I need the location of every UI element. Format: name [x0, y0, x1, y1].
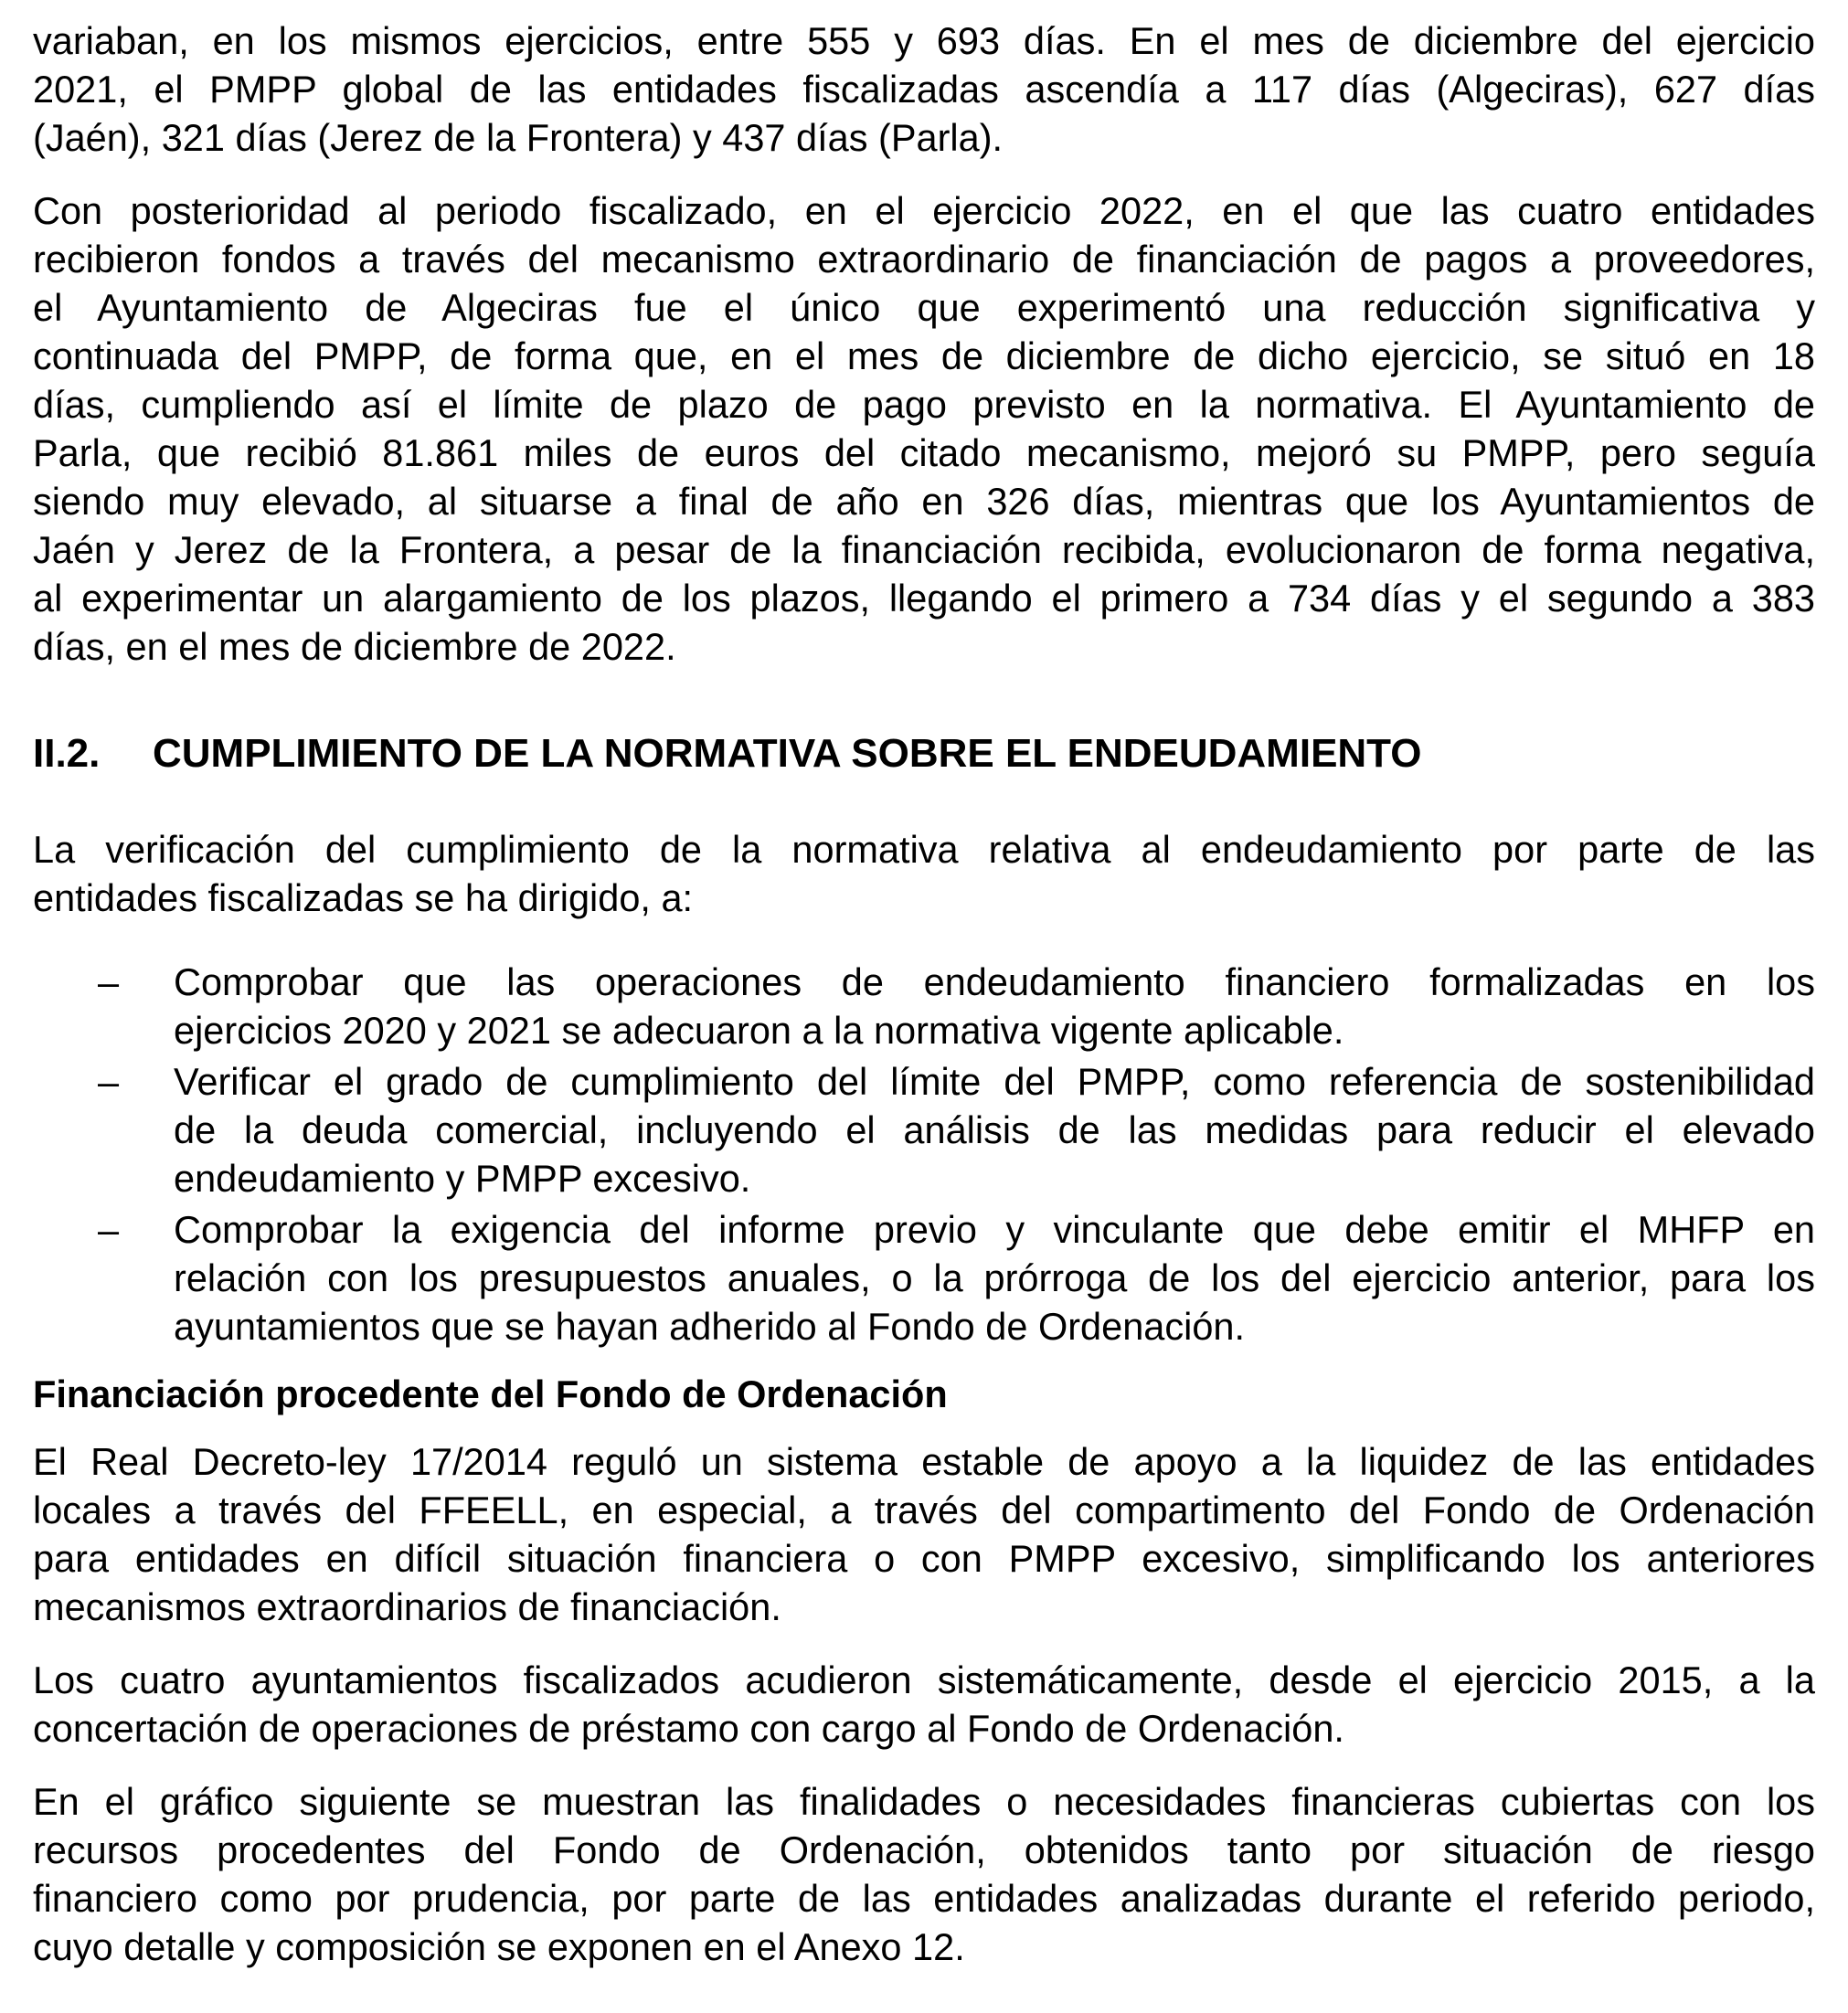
dash-bullet-marker: – [98, 1208, 120, 1251]
text-line: cuyo detalle y composición se exponen en el Anexo 12. [33, 1925, 965, 1968]
bullet-list [33, 958, 1815, 1351]
text-line: entidades fiscalizadas se ha dirigido, a: [33, 876, 694, 919]
text-line: financiero como por prudencia, por parte de las entidades analizadas durante el referido periodo, [33, 1877, 1815, 1920]
text-line: ayuntamientos que se hayan adherido al Fondo de Ordenación. [174, 1305, 1246, 1348]
text-line: (Jaén), 321 días (Jerez de la Frontera) y 437 días (Parla). [33, 116, 1004, 159]
section-heading [33, 729, 1815, 778]
text-line: ejercicios 2020 y 2021 se adecuaron a la normativa vigente aplicable. [174, 1009, 1344, 1052]
text-line: al experimentar un alargamiento de los plazos, llegando el primero a 734 días y el segundo a 383 [33, 577, 1815, 620]
text-line: el Ayuntamiento de Algeciras fue el único que experimentó una reducción significativa y [33, 286, 1815, 329]
bullet-item [33, 958, 1815, 1054]
text-line: Con posterioridad al periodo fiscalizado, en el ejercicio 2022, en el que las cuatro entidades [33, 189, 1815, 232]
text-line: Comprobar que las operaciones de endeudamiento financiero formalizadas en los [174, 960, 1815, 1003]
text-line: Parla, que recibió 81.861 miles de euros del citado mecanismo, mejoró su PMPP, pero seguía [33, 431, 1815, 474]
text-line: La verificación del cumplimiento de la normativa relativa al endeudamiento por parte de las [33, 828, 1815, 871]
section-heading-number: II.2. [33, 731, 101, 776]
text-line: recibieron fondos a través del mecanismo extraordinario de financiación de pagos a proveedores, [33, 238, 1815, 281]
text-line: relación con los presupuestos anuales, o la prórroga de los del ejercicio anterior, para los [174, 1256, 1815, 1299]
paragraph [33, 1656, 1815, 1753]
text-line: En el gráfico siguiente se muestran las finalidades o necesidades financieras cubiertas con los [33, 1780, 1815, 1823]
paragraph [33, 16, 1815, 162]
text-line: Jaén y Jerez de la Frontera, a pesar de la financiación recibida, evolucionaron de forma negativa, [33, 528, 1815, 571]
dash-bullet-marker: – [98, 960, 120, 1003]
text-line: Los cuatro ayuntamientos fiscalizados acudieron sistemáticamente, desde el ejercicio 2015, a la [33, 1658, 1815, 1701]
section-heading-title: CUMPLIMIENTO DE LA NORMATIVA SOBRE EL ENDEUDAMIENTO [153, 731, 1422, 776]
text-line: para entidades en difícil situación financiera o con PMPP excesivo, simplificando los anteriores [33, 1537, 1815, 1580]
text-line: continuada del PMPP, de forma que, en el mes de diciembre de dicho ejercicio, se situó en 18 [33, 334, 1815, 377]
paragraph [33, 1777, 1815, 1971]
text-line: Verificar el grado de cumplimiento del límite del PMPP, como referencia de sostenibilidad [174, 1060, 1815, 1103]
text-line: de la deuda comercial, incluyendo el análisis de las medidas para reducir el elevado [174, 1108, 1815, 1151]
text-line: siendo muy elevado, al situarse a final de año en 326 días, mientras que los Ayuntamientos de [33, 480, 1815, 523]
text-line: concertación de operaciones de préstamo con cargo al Fondo de Ordenación. [33, 1707, 1344, 1750]
text-line: 2021, el PMPP global de las entidades fiscalizadas ascendía a 117 días (Algeciras), 627 días [33, 68, 1815, 111]
text-line: Comprobar la exigencia del informe previo y vinculante que debe emitir el MHFP en [174, 1208, 1815, 1251]
text-line: endeudamiento y PMPP excesivo. [174, 1157, 751, 1200]
bullet-item [33, 1057, 1815, 1203]
text-line: mecanismos extraordinarios de financiación. [33, 1585, 781, 1628]
paragraph [33, 1437, 1815, 1631]
text-line: El Real Decreto-ley 17/2014 reguló un sistema estable de apoyo a la liquidez de las entidades [33, 1440, 1815, 1483]
paragraph [33, 825, 1815, 922]
paragraph [33, 186, 1815, 671]
text-line: días, en el mes de diciembre de 2022. [33, 625, 676, 668]
bullet-item [33, 1205, 1815, 1351]
sub-heading: Financiación procedente del Fondo de Ordenación [33, 1372, 948, 1415]
text-line: variaban, en los mismos ejercicios, entre 555 y 693 días. En el mes de diciembre del ejercicio [33, 19, 1815, 62]
dash-bullet-marker: – [98, 1060, 120, 1103]
text-line: días, cumpliendo así el límite de plazo de pago previsto en la normativa. El Ayuntamiento de [33, 383, 1815, 426]
text-line: recursos procedentes del Fondo de Ordenación, obtenidos tanto por situación de riesgo [33, 1828, 1815, 1871]
text-line: locales a través del FFEELL, en especial, a través del compartimento del Fondo de Ordenación [33, 1489, 1815, 1531]
